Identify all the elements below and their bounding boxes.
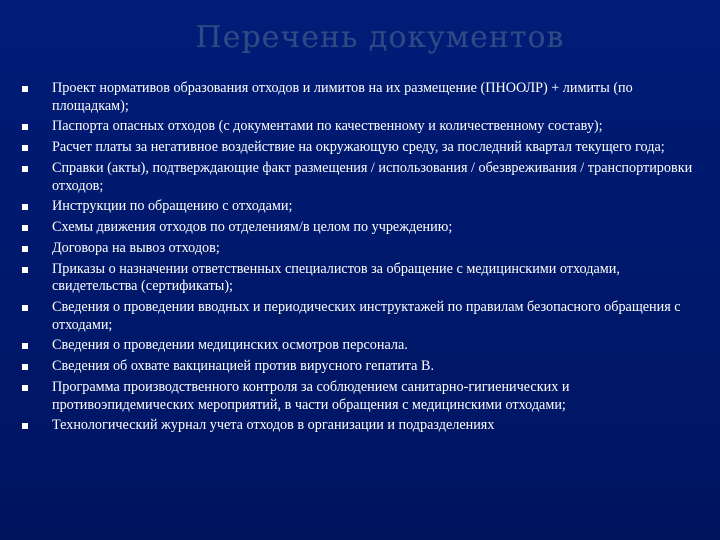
square-bullet-icon <box>22 225 28 231</box>
slide-title: Перечень документов <box>195 20 565 55</box>
list-item-text: Расчет платы за негативное воздействие на окружающую среду, за последний квартал текущего года; <box>52 139 665 156</box>
list-item-text: Инструкции по обращению с отходами; <box>52 198 293 215</box>
list-item-text: Договора на вывоз отходов; <box>52 239 220 256</box>
list-item <box>22 337 702 355</box>
list-item-text: Проект нормативов образования отходов и лимитов на их размещение (ПНООЛР) + лимиты (по площадкам); <box>52 80 633 114</box>
list-item <box>22 379 702 414</box>
list-item-text: Справки (акты), подтверждающие факт размещения / использования / обезвреживания / транспортировки отходов; <box>52 159 693 194</box>
list-item <box>22 299 702 334</box>
list-item <box>22 118 702 136</box>
list-item-text: Технологический журнал учета отходов в организации и подразделениях <box>52 417 495 434</box>
square-bullet-icon <box>22 343 28 349</box>
list-item <box>22 80 702 115</box>
list-item-text: Сведения о проведении вводных и периодических инструктажей по правилам безопасного обращения с отходами; <box>52 299 681 333</box>
list-item-text: Приказы о назначении ответственных специалистов за обращение с медицинскими отходами, свидетельства (сертификаты); <box>52 260 620 295</box>
list-item <box>22 139 702 157</box>
square-bullet-icon <box>22 246 28 252</box>
square-bullet-icon <box>22 124 28 130</box>
list-item <box>22 240 702 258</box>
square-bullet-icon <box>22 267 28 273</box>
list-item <box>22 261 702 296</box>
list-item-text: Схемы движения отходов по отделениям/в целом по учреждению; <box>52 219 453 236</box>
square-bullet-icon <box>22 204 28 210</box>
list-item-text: Сведения об охвате вакцинацией против вирусного гепатита В. <box>52 358 435 375</box>
document-list <box>22 80 702 438</box>
list-item <box>22 417 702 435</box>
list-item <box>22 160 702 195</box>
square-bullet-icon <box>22 423 28 429</box>
list-item-text: Сведения о проведении медицинских осмотров персонала. <box>52 337 408 354</box>
square-bullet-icon <box>22 385 28 391</box>
square-bullet-icon <box>22 364 28 370</box>
list-item-text: Программа производственного контроля за соблюдением санитарно-гигиенических и противоэпидемических мероприятий, в части обращения с медицинскими отходами; <box>52 378 570 413</box>
square-bullet-icon <box>22 166 28 172</box>
list-item-text: Паспорта опасных отходов (с документами по качественному и количественному составу); <box>52 118 603 135</box>
square-bullet-icon <box>22 305 28 311</box>
list-item <box>22 219 702 237</box>
list-item <box>22 198 702 216</box>
square-bullet-icon <box>22 86 28 92</box>
list-item <box>22 358 702 376</box>
square-bullet-icon <box>22 145 28 151</box>
